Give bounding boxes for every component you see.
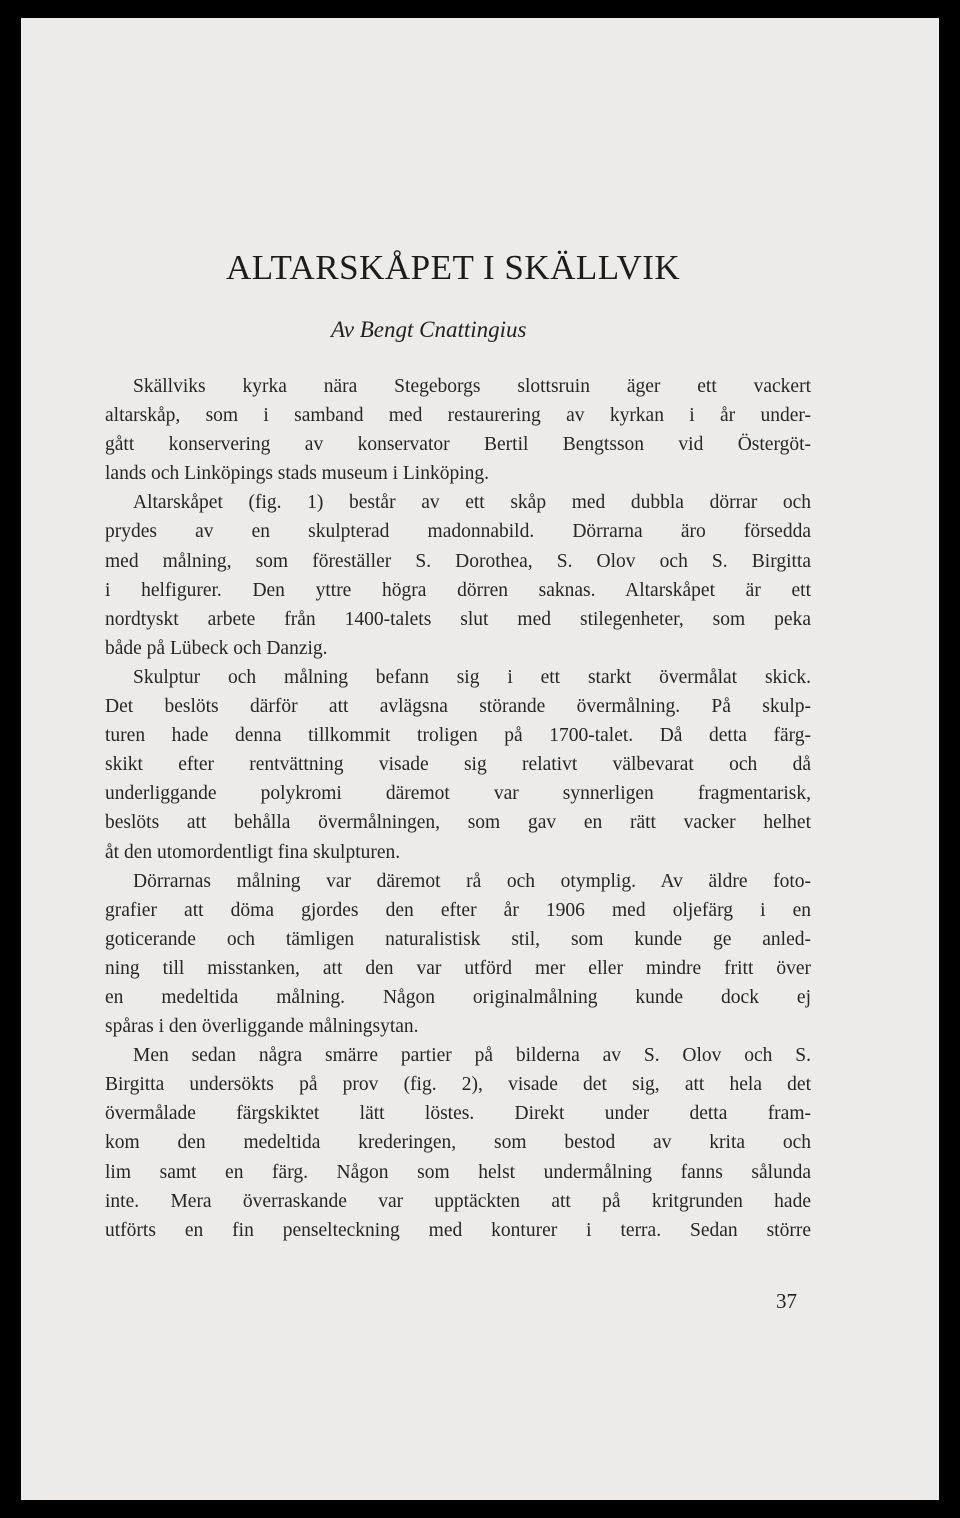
page-number: 37: [776, 1289, 797, 1313]
text-line: turen hade denna tillkommit troligen på 1700-talet. Då detta färg-: [105, 725, 811, 747]
text-line: Men sedan några smärre partier på bilderna av S. Olov och S.: [133, 1045, 811, 1067]
text-line: kom den medeltida krederingen, som bestod av krita och: [105, 1132, 811, 1154]
text-line: övermålade färgskiktet lätt löstes. Direkt under detta fram-: [105, 1103, 811, 1125]
text-line: underliggande polykromi däremot var synnerligen fragmentarisk,: [105, 783, 811, 805]
text-line: gått konservering av konservator Bertil Bengtsson vid Östergöt-: [105, 434, 811, 456]
text-line: spåras i den överliggande målningsytan.: [105, 1016, 419, 1038]
text-line: skikt efter rentvättning visade sig relativt välbevarat och då: [105, 754, 811, 776]
body-text: [105, 372, 811, 1245]
text-line: åt den utomordentligt fina skulpturen.: [105, 841, 401, 863]
text-line: nordtyskt arbete från 1400-talets slut med stilegenheter, som peka: [105, 608, 811, 630]
text-line: prydes av en skulpterad madonnabild. Dörrarna äro försedda: [105, 521, 811, 543]
text-line: altarskåp, som i samband med restaurering av kyrkan i år under-: [105, 405, 811, 427]
text-line: Skällviks kyrka nära Stegeborgs slottsruin äger ett vackert: [133, 376, 811, 397]
author-byline: Av Bengt Cnattingius: [331, 317, 527, 342]
text-line: både på Lübeck och Danzig.: [105, 637, 328, 659]
text-line: Skulptur och målning befann sig i ett starkt övermålat skick.: [133, 666, 811, 688]
text-line: utförts en fin penselteckning med konturer i terra. Sedan större: [105, 1219, 811, 1241]
text-line: Birgitta undersökts på prov (fig. 2), visade det sig, att hela det: [105, 1074, 811, 1096]
text-line: Det beslöts därför att avlägsna störande övermålning. På skulp-: [105, 696, 811, 718]
text-line: Altarskåpet (fig. 1) består av ett skåp med dubbla dörrar och: [133, 492, 811, 514]
scanned-page: [21, 18, 939, 1500]
text-line: i helfigurer. Den yttre högra dörren saknas. Altarskåpet är ett: [105, 579, 811, 601]
text-line: inte. Mera överraskande var upptäckten att på kritgrunden hade: [105, 1190, 811, 1212]
text-line: en medeltida målning. Någon originalmålning kunde dock ej: [105, 986, 811, 1008]
text-line: lands och Linköpings stads museum i Linköping.: [105, 463, 490, 485]
text-line: grafier att döma gjordes den efter år 1906 med oljefärg i en: [105, 899, 811, 921]
text-line: goticerande och tämligen naturalistisk stil, som kunde ge anled-: [105, 928, 811, 950]
text-line: Dörrarnas målning var däremot rå och otymplig. Av äldre foto-: [133, 870, 811, 892]
article-title: ALTARSKÅPET I SKÄLLVIK: [226, 248, 681, 287]
text-line: ning till misstanken, att den var utförd mer eller mindre fritt över: [105, 957, 811, 979]
text-line: med målning, som föreställer S. Dorothea, S. Olov och S. Birgitta: [105, 550, 811, 572]
text-line: lim samt en färg. Någon som helst undermålning fanns sålunda: [105, 1161, 811, 1183]
text-line: beslöts att behålla övermålningen, som gav en rätt vacker helhet: [105, 812, 811, 834]
